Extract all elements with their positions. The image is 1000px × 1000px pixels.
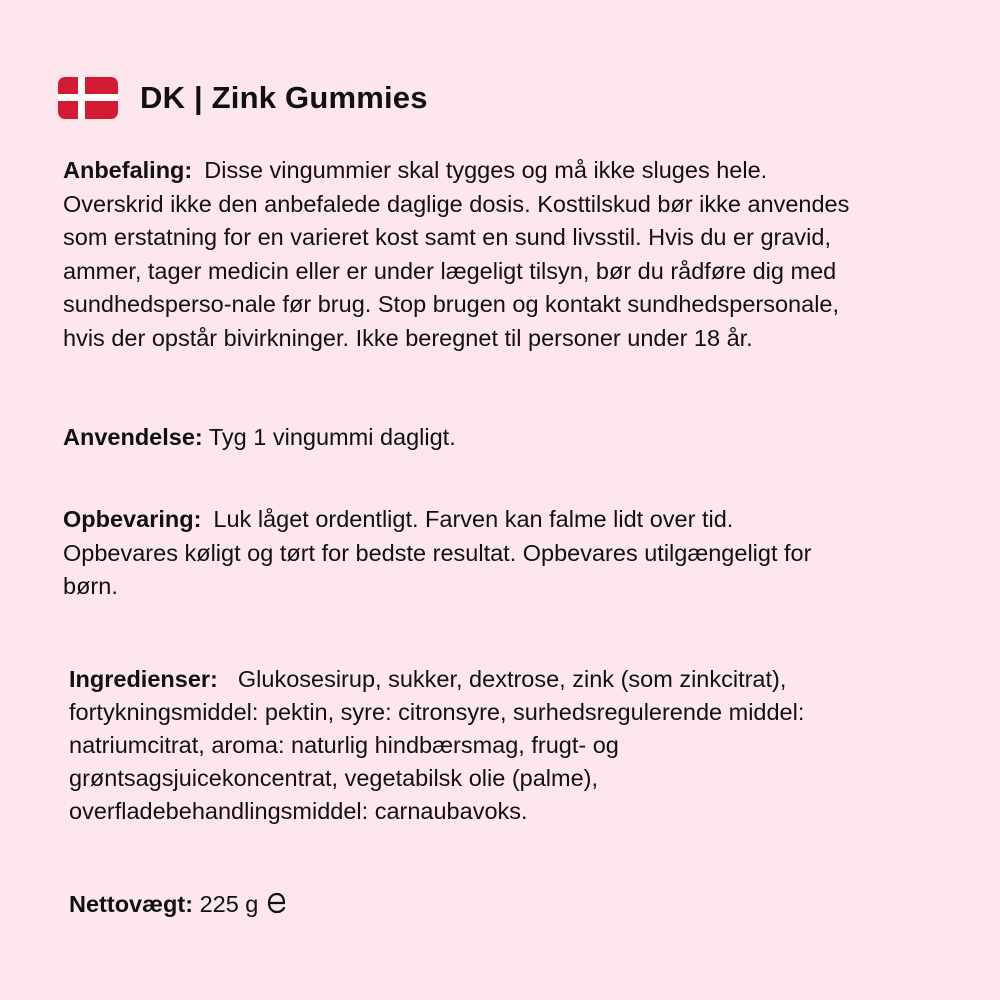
opbevaring-label: Opbevaring: xyxy=(63,506,202,532)
estimated-sign-icon xyxy=(266,891,288,925)
anvendelse-text: Tyg 1 vingummi dagligt. xyxy=(208,424,456,450)
ingredienser-section xyxy=(69,663,809,828)
nettovaegt-label: Nettovægt: xyxy=(69,891,194,917)
nettovaegt-section xyxy=(69,888,469,925)
anvendelse-label: Anvendelse: xyxy=(63,424,203,450)
opbevaring-text: Luk låget ordentligt. Farven kan falme lidt over tid. Opbevares køligt og tørt for bedste resultat. Opbevares utilgængeligt for børn. xyxy=(63,506,812,599)
page-title: DK | Zink Gummies xyxy=(140,80,428,115)
anbefaling-label: Anbefaling: xyxy=(63,157,193,183)
header xyxy=(58,74,428,122)
anbefaling-text: Disse vingummier skal tygges og må ikke sluges hele. Overskrid ikke den anbefalede daglige dosis. Kosttilskud bør ikke anvendes som erstatning for en varieret kost samt en sund livsstil. Hvis du er gravid, ammer, tager medicin eller er under lægeligt tilsyn, bør du rådføre dig med sundhedsperso-nale før brug. Stop brugen og kontakt sundhedspersonale, hvis der opstår bivirkninger. Ikke beregnet til personer under 18 år. xyxy=(63,157,850,351)
ingredienser-text: Glukosesirup, sukker, dextrose, zink (som zinkcitrat), fortykningsmiddel: pektin, syre: citronsyre, surhedsregulerende middel: natriumcitrat, aroma: naturlig hindbærsmag, frugt- og grøntsagsjuicekoncentrat, vegetabilsk olie (palme), overfladebehandlingsmiddel: carnaubavoks. xyxy=(69,666,805,824)
ingredienser-label: Ingredienser: xyxy=(69,666,218,692)
anbefaling-section xyxy=(63,154,863,355)
anvendelse-section xyxy=(63,421,863,455)
nettovaegt-text: 225 g xyxy=(199,891,259,917)
opbevaring-section xyxy=(63,503,853,604)
denmark-flag-icon xyxy=(58,77,118,119)
